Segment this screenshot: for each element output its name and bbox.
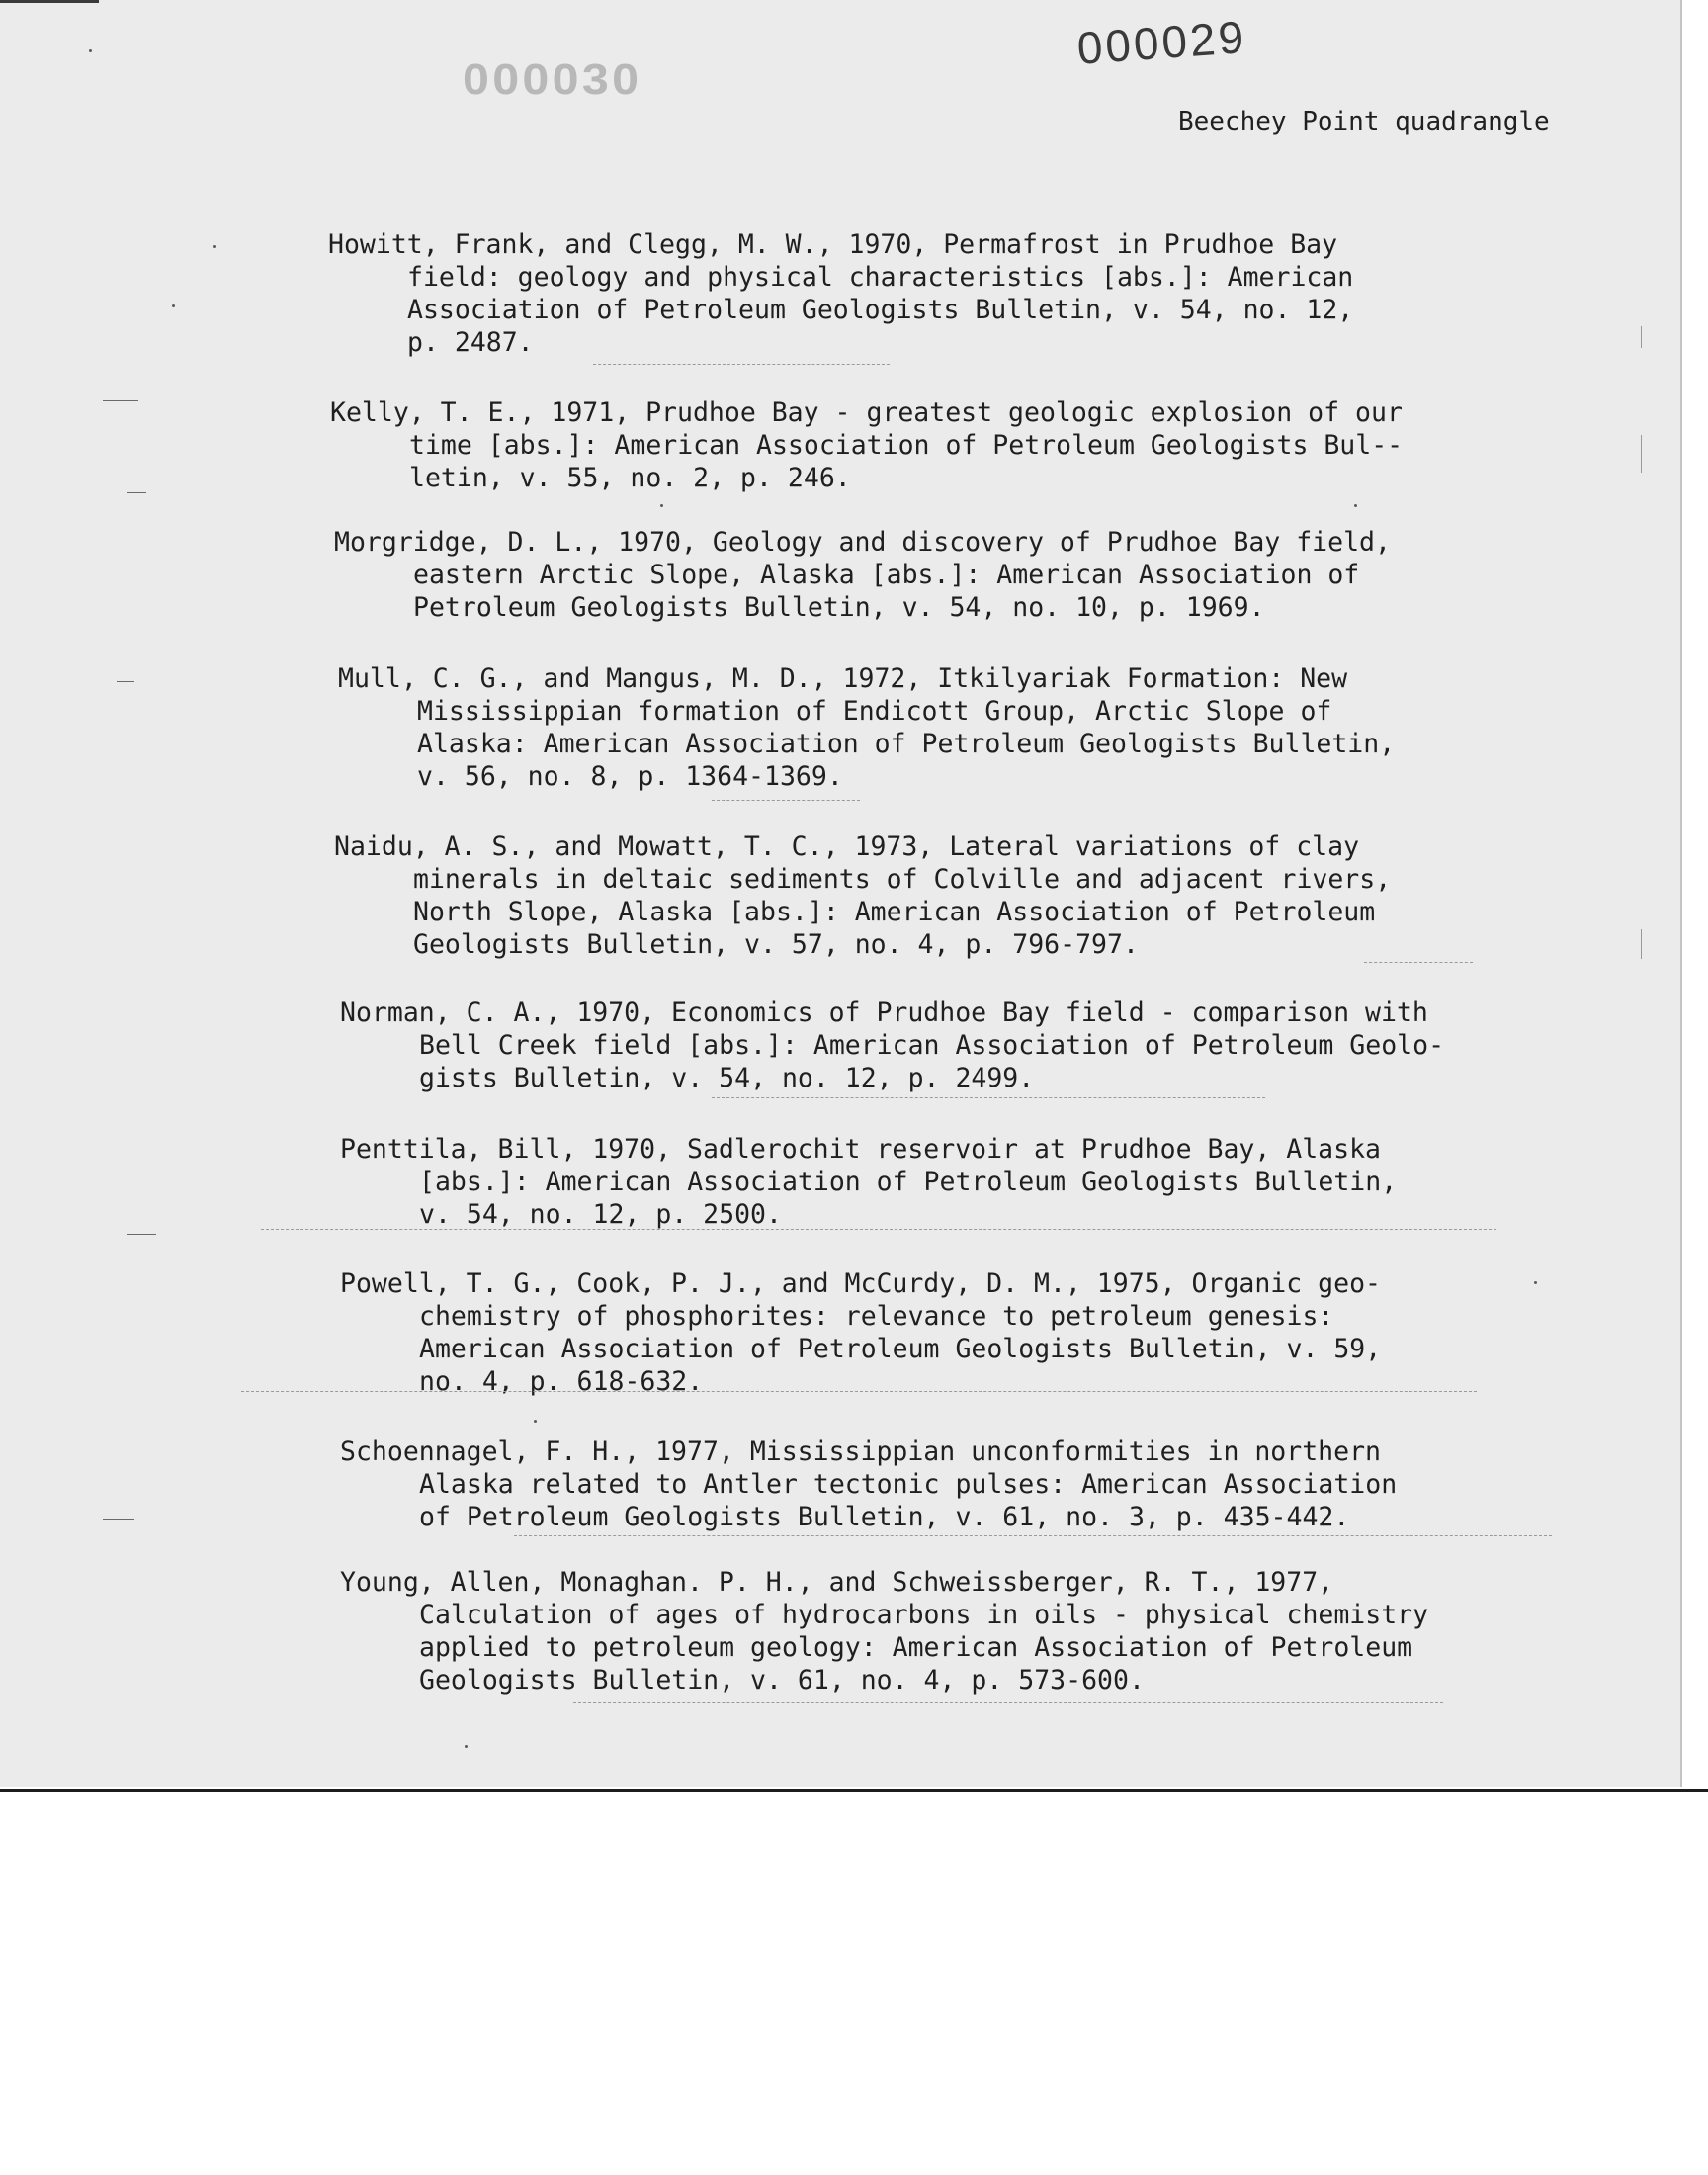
reference-entry — [340, 1566, 1428, 1696]
scan-artifact-line — [712, 1097, 1265, 1098]
reference-line: v. 56, no. 8, p. 1364-1369. — [417, 761, 843, 792]
scan-artifact-line — [593, 364, 890, 365]
scan-bottom-edge — [0, 1789, 1708, 1792]
page-number-stamp: 000029 — [1075, 11, 1248, 74]
reference-entry — [340, 1267, 1381, 1398]
scan-artifact-line — [1364, 962, 1473, 963]
scan-speck — [534, 1420, 537, 1423]
faded-page-stamp: 000030 — [463, 55, 642, 104]
scan-artifact-line — [261, 1229, 1496, 1230]
reference-line: Powell, T. G., Cook, P. J., and McCurdy, D. M., 1975, Organic geo- — [340, 1268, 1381, 1299]
reference-entry — [334, 830, 1391, 961]
reference-entry — [340, 997, 1444, 1094]
scan-speck — [660, 504, 663, 507]
edge-mark — [1641, 435, 1642, 473]
reference-line: applied to petroleum geology: American Association of Petroleum — [419, 1632, 1413, 1663]
reference-line: [abs.]: American Association of Petroleum Geologists Bulletin, — [419, 1167, 1398, 1197]
scan-top-edge — [0, 0, 99, 3]
scan-artifact-line — [573, 1702, 1443, 1703]
reference-line: Alaska: American Association of Petroleum Geologists Bulletin, — [417, 729, 1396, 759]
scan-speck — [89, 49, 92, 52]
scan-speck — [465, 1745, 468, 1748]
scan-artifact-line — [712, 800, 860, 801]
reference-line: time [abs.]: American Association of Petroleum Geologists Bul-- — [409, 430, 1404, 461]
reference-line: minerals in deltaic sediments of Colville and adjacent rivers, — [413, 864, 1392, 895]
reference-entry — [330, 396, 1403, 494]
scan-speck — [1354, 504, 1357, 507]
reference-line: Morgridge, D. L., 1970, Geology and discovery of Prudhoe Bay field, — [334, 527, 1391, 558]
scan-artifact-line — [241, 1391, 1477, 1392]
scan-speck — [172, 304, 175, 307]
reference-entry — [340, 1133, 1397, 1231]
scan-speck — [214, 245, 216, 248]
reference-line: Alaska related to Antler tectonic pulses: American Association — [419, 1469, 1398, 1500]
reference-line: letin, v. 55, no. 2, p. 246. — [409, 463, 851, 493]
quadrangle-title: Beechey Point quadrangle — [1178, 107, 1550, 136]
reference-entry — [328, 228, 1353, 359]
reference-line: gists Bulletin, v. 54, no. 12, p. 2499. — [419, 1063, 1035, 1093]
reference-line: Schoennagel, F. H., 1977, Mississippian unconformities in northern — [340, 1436, 1381, 1467]
reference-line: Kelly, T. E., 1971, Prudhoe Bay - greatest geologic explosion of our — [330, 397, 1403, 428]
margin-tick — [103, 1519, 134, 1520]
scan-artifact-line — [514, 1535, 1552, 1536]
reference-line: Bell Creek field [abs.]: American Association of Petroleum Geolo- — [419, 1030, 1445, 1061]
reference-line: no. 4, p. 618-632. — [419, 1366, 704, 1397]
reference-line: American Association of Petroleum Geologists Bulletin, v. 59, — [419, 1334, 1382, 1364]
reference-line: Penttila, Bill, 1970, Sadlerochit reservoir at Prudhoe Bay, Alaska — [340, 1134, 1381, 1165]
edge-mark — [1641, 326, 1642, 348]
margin-tick — [127, 1234, 156, 1235]
reference-line: chemistry of phosphorites: relevance to petroleum genesis: — [419, 1301, 1334, 1332]
scan-speck — [1534, 1281, 1537, 1284]
margin-tick — [117, 681, 134, 682]
reference-line: field: geology and physical characteristics [abs.]: American — [407, 262, 1354, 293]
reference-line: Petroleum Geologists Bulletin, v. 54, no. 10, p. 1969. — [413, 592, 1265, 623]
reference-entry — [340, 1436, 1397, 1533]
reference-entry — [334, 526, 1391, 624]
reference-line: North Slope, Alaska [abs.]: American Association of Petroleum — [413, 897, 1376, 927]
reference-line: Howitt, Frank, and Clegg, M. W., 1970, Permafrost in Prudhoe Bay — [328, 229, 1338, 260]
reference-line: v. 54, no. 12, p. 2500. — [419, 1199, 782, 1230]
reference-line: of Petroleum Geologists Bulletin, v. 61, no. 3, p. 435-442. — [419, 1502, 1350, 1532]
reference-line: Association of Petroleum Geologists Bulletin, v. 54, no. 12, — [407, 295, 1354, 325]
reference-line: Calculation of ages of hydrocarbons in oils - physical chemistry — [419, 1600, 1429, 1630]
reference-line: eastern Arctic Slope, Alaska [abs.]: American Association of — [413, 560, 1360, 590]
margin-tick — [127, 492, 146, 493]
reference-line: Young, Allen, Monaghan. P. H., and Schweissberger, R. T., 1977, — [340, 1567, 1334, 1598]
reference-line: Naidu, A. S., and Mowatt, T. C., 1973, Lateral variations of clay — [334, 831, 1360, 862]
reference-line: Mull, C. G., and Mangus, M. D., 1972, Itkilyariak Formation: New — [338, 663, 1348, 694]
reference-line: Geologists Bulletin, v. 61, no. 4, p. 573-600. — [419, 1665, 1145, 1696]
reference-line: Mississippian formation of Endicott Group, Arctic Slope of — [417, 696, 1332, 727]
reference-line: Norman, C. A., 1970, Economics of Prudhoe Bay field - comparison with — [340, 998, 1428, 1028]
margin-tick — [103, 400, 138, 401]
reference-line: p. 2487. — [407, 327, 534, 358]
reference-line: Geologists Bulletin, v. 57, no. 4, p. 796-797. — [413, 929, 1139, 960]
edge-mark — [1641, 929, 1642, 959]
reference-entry — [338, 662, 1395, 793]
